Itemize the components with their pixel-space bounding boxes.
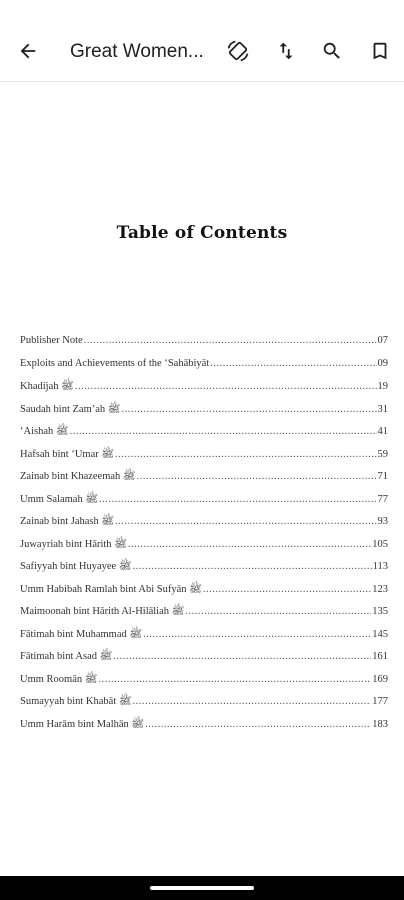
toc-list [20,335,388,740]
toc-entry-title: ‘Aishah ﷺ [20,426,69,437]
toc-entry-page: 07 [377,335,388,346]
toc-leader-dots [203,584,371,595]
toc-leader-dots [84,335,377,346]
toc-entry[interactable] [20,695,388,718]
bookmark-button[interactable] [360,31,400,71]
toc-entry-page: 177 [372,696,388,707]
toc-entry[interactable] [20,380,388,403]
toc-leader-dots [145,719,371,730]
toc-leader-dots [210,358,376,369]
toc-entry-title: Umm Salamah ﷺ [20,493,99,505]
bookmark-icon [369,40,391,62]
toc-entry[interactable] [20,718,388,741]
toc-leader-dots [113,651,371,662]
toc-entry[interactable] [20,560,388,583]
toc-entry-title: Publisher Note [20,335,83,346]
toc-leader-dots [185,606,371,617]
toc-entry-page: 31 [377,403,388,415]
toc-entry-title: Juwayriah bint Hārith ﷺ [20,538,127,550]
toc-entry[interactable] [20,673,388,696]
toc-entry-title: Zainab bint Jahash ﷺ [20,516,115,527]
toc-entry-page: 93 [377,516,388,527]
toc-entry-title: Saudah bint Zam’ah ﷺ [20,403,121,415]
toc-entry-page: 77 [377,493,388,505]
toc-entry-page: 09 [377,357,388,369]
toc-entry-title: Fātimah bint Muhammad ﷺ [20,628,143,640]
search-icon [321,40,343,62]
toc-entry-page: 59 [377,448,388,460]
toc-entry[interactable] [20,470,388,493]
book-title: Great Women... [70,41,204,62]
toc-entry[interactable] [20,448,388,471]
toc-entry[interactable] [20,335,388,358]
toc-entry[interactable] [20,493,388,516]
scroll-direction-button[interactable] [266,31,306,71]
toc-heading: Table of Contents [116,223,288,243]
toc-entry-page: 135 [372,606,388,617]
toc-entry-title: Hafsah bint ‘Umar ﷺ [20,448,115,460]
toc-entry-page: 19 [377,381,388,392]
toc-entry-title: Umm Roomān ﷺ [20,673,98,685]
top-app-bar [0,0,404,82]
gesture-handle[interactable] [150,886,254,890]
toc-entry-page: 71 [377,471,388,482]
toc-entry-title: Maimoonah bint Hārith Al-Hilāliah ﷺ [20,606,185,617]
toc-entry-page: 145 [372,628,388,640]
toc-entry-page: 169 [372,673,388,685]
toc-entry-title: Zainab bint Khazeemah ﷺ [20,471,136,482]
toc-leader-dots [98,674,371,685]
book-page[interactable] [0,83,404,876]
toc-leader-dots [143,629,371,640]
toc-leader-dots [70,426,377,437]
toc-leader-dots [115,449,376,460]
toc-entry-page: 41 [377,426,388,437]
arrow-back-icon [17,40,39,62]
system-nav-bar [0,876,404,900]
toc-entry-title: Safiyyah bint Huyayee ﷺ [20,561,132,572]
toc-entry[interactable] [20,583,388,606]
toc-entry[interactable] [20,650,388,673]
toc-entry[interactable] [20,515,388,538]
toc-entry[interactable] [20,425,388,448]
screen-rotation-icon [225,38,251,64]
toc-entry-title: Khadijah ﷺ [20,381,74,392]
toc-leader-dots [99,494,376,505]
toc-entry-title: Sumayyah bint Khabāt ﷺ [20,696,132,707]
swap-vertical-icon [275,40,297,62]
toc-entry[interactable] [20,358,388,381]
toc-entry[interactable] [20,538,388,561]
toc-entry-title: Umm Habibah Ramlah bint Abi Sufyān ﷺ [20,583,202,595]
toc-entry-page: 113 [372,561,388,572]
toc-leader-dots [128,539,371,550]
toc-entry-title: Exploits and Achievements of the ‘Sahābiyāt [20,357,210,369]
rotate-screen-button[interactable] [218,31,258,71]
toc-entry-page: 123 [372,583,388,595]
toc-entry-title: Fātimah bint Asad ﷺ [20,651,113,662]
back-button[interactable] [8,31,48,71]
toc-entry-page: 161 [372,651,388,662]
toc-leader-dots [133,561,372,572]
toc-entry-title: Umm Harām bint Malhān ﷺ [20,718,145,730]
toc-leader-dots [115,516,376,527]
toc-leader-dots [121,404,376,415]
toc-entry[interactable] [20,403,388,426]
toc-entry-page: 183 [372,718,388,730]
toc-entry[interactable] [20,628,388,651]
toc-entry-page: 105 [372,538,388,550]
toc-leader-dots [137,471,377,482]
toc-leader-dots [75,381,377,392]
toc-leader-dots [133,696,372,707]
toc-entry[interactable] [20,605,388,628]
search-button[interactable] [312,31,352,71]
